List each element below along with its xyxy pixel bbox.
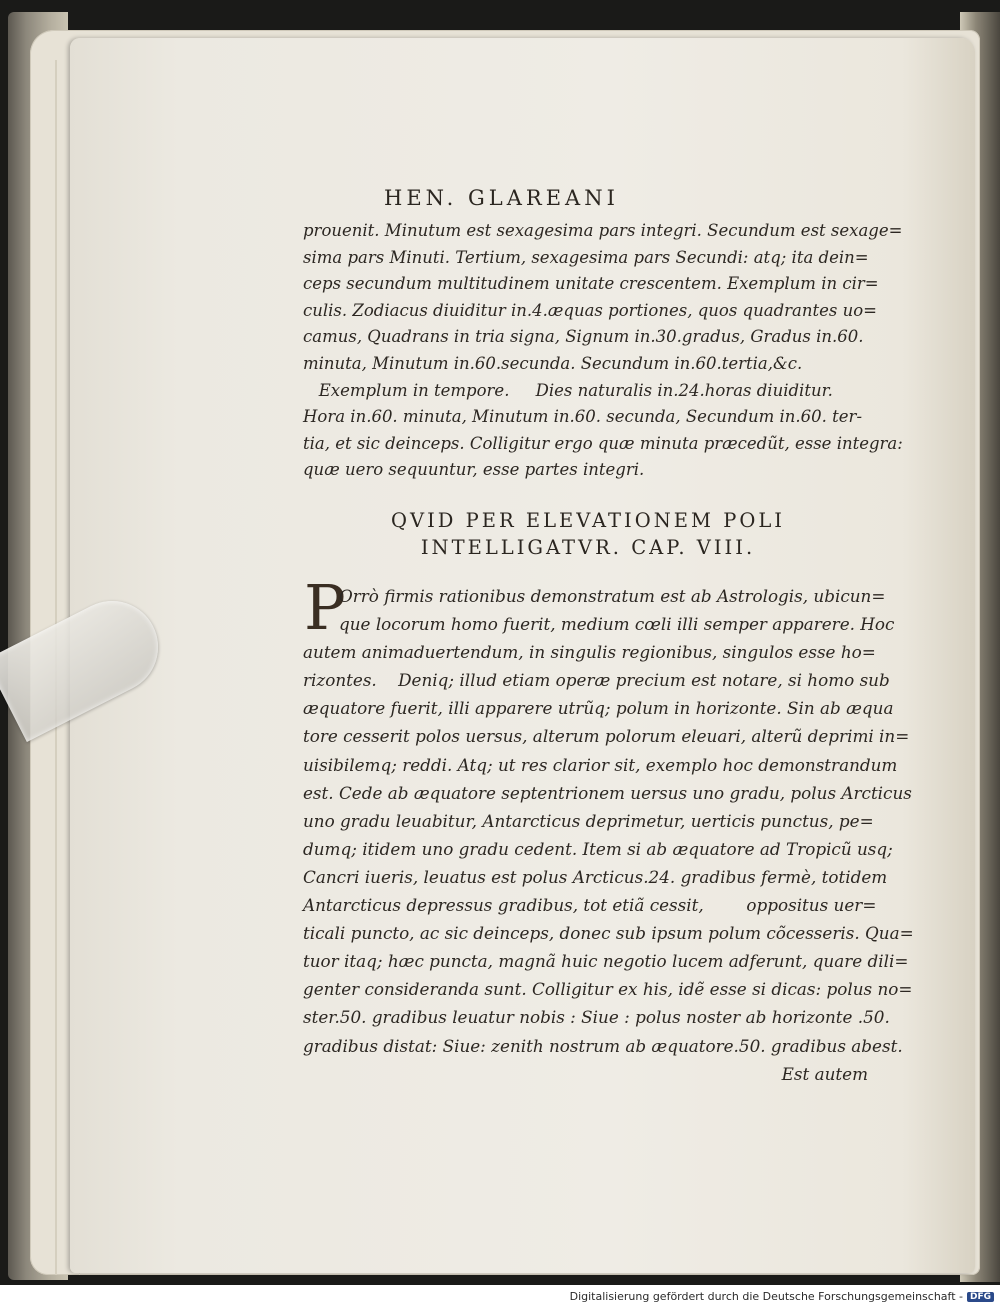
text-line: gradibus distat: Siue: zenith nostrum ab æquatore.50. gradibus abest. — [303, 1035, 903, 1056]
text-line: rizontes. Deniq; illud etiam operæ precium est notare, si homo sub — [303, 670, 890, 691]
chapter-heading-line-1: QVID PER ELEVATIONEM POLI — [391, 509, 785, 532]
text-line: est. Cede ab æquatore septentrionem uersus uno gradu, polus Arcticus — [303, 782, 912, 803]
text-line: tia, et sic deinceps. Colligitur ergo quæ minuta præcedũt, esse integra: — [303, 433, 903, 453]
digitization-credit — [570, 1290, 994, 1303]
text-line: Exemplum in tempore. Dies naturalis in.24.horas diuiditur. — [303, 380, 833, 400]
catchword: Est autem — [781, 1063, 868, 1084]
text-line: tuor itaq; hæc puncta, magnã huic negotio lucem adferunt, quare dili= — [303, 951, 909, 972]
text-line: culis. Zodiacus diuiditur in.4.æquas portiones, quos quadrantes uo= — [303, 300, 877, 320]
text-line: ceps secundum multitudinem unitate crescentem. Exemplum in cir= — [303, 274, 879, 294]
text-line: autem animaduertendum, in singulis regionibus, singulos esse ho= — [303, 642, 876, 663]
text-line: que locorum homo fuerit, medium cœli illi semper apparere. Hoc — [339, 614, 895, 635]
text-line: tore cesserit polos uersus, alterum polorum eleuari, alterũ deprimi in= — [303, 726, 910, 747]
text-line: æquatore fuerit, illi apparere utrũq; polum in horizonte. Sin ab æqua — [303, 698, 894, 719]
text-line: ticali puncto, ac sic deinceps, donec sub ipsum polum cõcesseris. Qua= — [303, 923, 914, 944]
credit-text: Digitalisierung gefördert durch die Deutsche Forschungsgemeinschaft - — [569, 1290, 963, 1303]
paragraph-1 — [303, 218, 903, 484]
chapter-heading-line-2: INTELLIGATVR. CAP. VIII. — [420, 536, 756, 559]
text-line: prouenit. Minutum est sexagesima pars integri. Secundum est sexage= — [303, 221, 903, 240]
text-line: genter consideranda sunt. Colligitur ex his, idẽ esse si dicas: polus no= — [303, 979, 913, 1000]
text-line: ster.50. gradibus leuatur nobis : Siue : polus noster ab horizonte .50. — [303, 1007, 890, 1028]
running-head: HEN. GLAREANI — [384, 186, 619, 210]
text-line: uno gradu leuabitur, Antarcticus deprimetur, uerticis punctus, pe= — [303, 810, 874, 831]
text-line: quæ uero sequuntur, esse partes integri. — [303, 460, 645, 480]
text-line: dumq; itidem uno gradu cedent. Item si ab æquatore ad Tropicũ usq; — [303, 838, 893, 859]
text-line: sima pars Minuti. Tertium, sexagesima pars Secundi: atq; ita dein= — [303, 247, 869, 267]
decorated-initial: P — [304, 571, 346, 644]
text-line: Hora in.60. minuta, Minutum in.60. secunda, Secundum in.60. ter- — [303, 407, 863, 427]
text-line: Antarcticus depressus gradibus, tot etiã cessit, oppositus uer= — [303, 895, 877, 916]
text-line: uisibilemq; reddi. Atq; ut res clarior sit, exemplo hoc demonstrandum — [303, 754, 898, 775]
text-line: Orrò firmis rationibus demonstratum est ab Astrologis, ubicun= — [339, 586, 886, 606]
text-line: minuta, Minutum in.60.secunda. Secundum in.60.tertia,&c. — [303, 353, 803, 373]
dfg-logo: DFG — [967, 1292, 994, 1302]
text-line: camus, Quadrans in tria signa, Signum in.30.gradus, Gradus in.60. — [303, 327, 864, 347]
text-line: Cancri iueris, leuatus est polus Arcticus.24. gradibus fermè, totidem — [303, 866, 888, 887]
paragraph-2 — [303, 582, 914, 1088]
